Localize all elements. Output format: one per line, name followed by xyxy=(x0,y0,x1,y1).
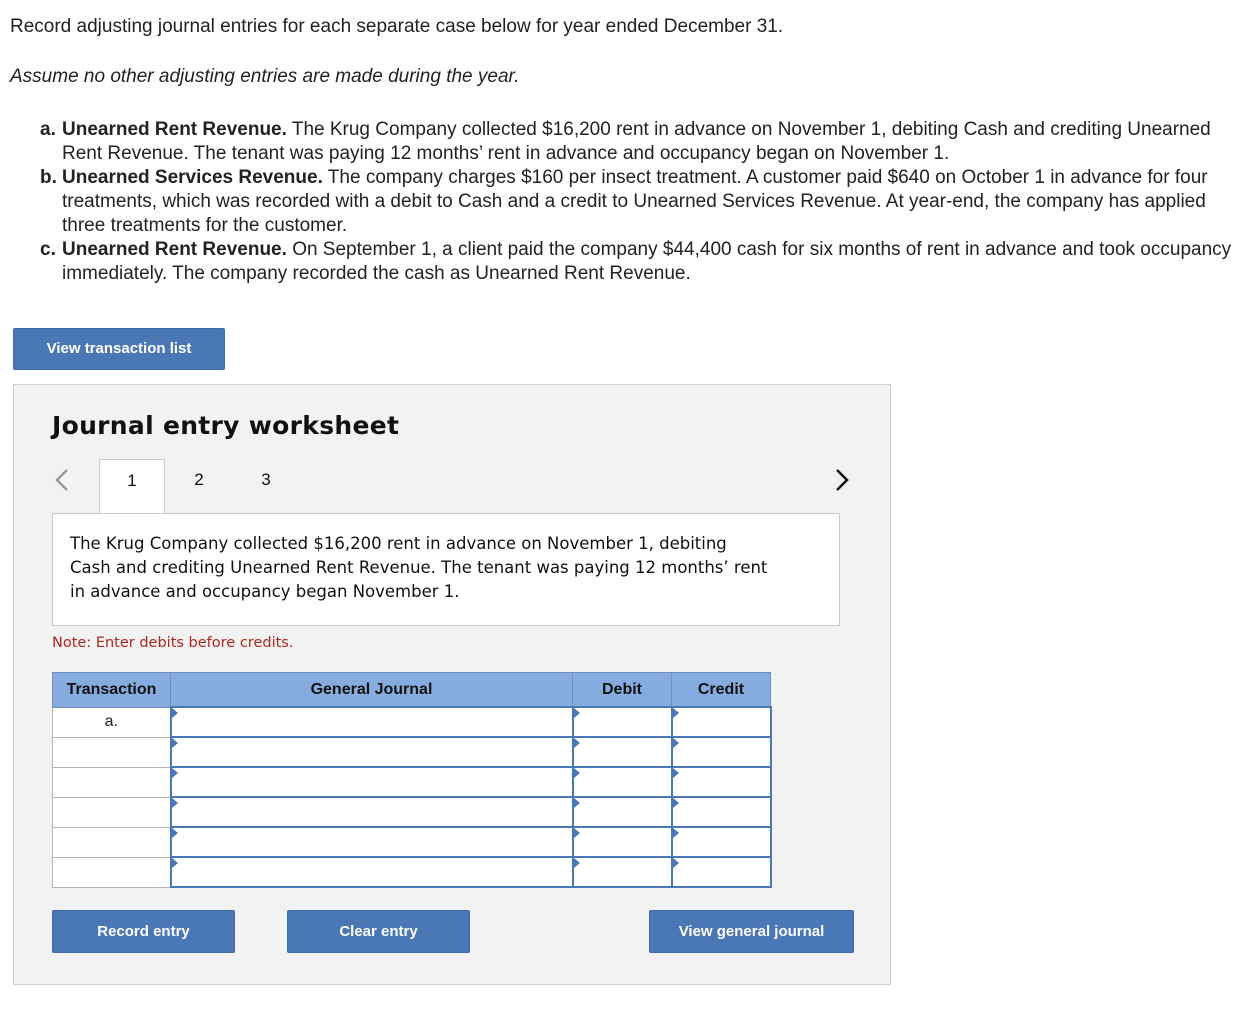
tab-1[interactable]: 1 xyxy=(99,459,165,513)
dropdown-triangle-icon xyxy=(673,738,679,748)
credit-input[interactable] xyxy=(672,707,771,737)
transaction-cell xyxy=(53,857,171,887)
worksheet-title: Journal entry worksheet xyxy=(52,411,400,440)
transaction-cell: a. xyxy=(53,707,171,737)
chevron-right-icon[interactable] xyxy=(832,465,852,495)
account-select[interactable] xyxy=(171,707,573,737)
transaction-cell xyxy=(53,737,171,767)
case-c xyxy=(40,238,1245,286)
account-select[interactable] xyxy=(171,857,573,887)
dropdown-triangle-icon xyxy=(673,798,679,808)
column-header-transaction: Transaction xyxy=(53,673,171,708)
dropdown-triangle-icon xyxy=(673,828,679,838)
dropdown-triangle-icon xyxy=(574,708,580,718)
credit-input[interactable] xyxy=(672,857,771,887)
description-text: The Krug Company collected $16,200 rent in advance on November 1, debiting Cash and crediting Unearned Rent Revenue. The tenant was paying 12 months’ rent in advance and occupancy began November 1. xyxy=(70,534,768,601)
dropdown-triangle-icon xyxy=(574,828,580,838)
case-label: a. xyxy=(40,119,56,140)
transaction-cell xyxy=(53,797,171,827)
debit-input[interactable] xyxy=(573,737,672,767)
account-select[interactable] xyxy=(171,737,573,767)
table-row xyxy=(53,857,771,887)
dropdown-triangle-icon xyxy=(574,798,580,808)
case-label: c. xyxy=(40,239,56,260)
transaction-cell xyxy=(53,827,171,857)
case-text: The Krug Company collected $16,200 rent in advance on November 1, debiting Cash and crediting Unearned Rent Revenue. The tenant was paying 12 months’ rent in advance and occupancy began on November 1. xyxy=(62,119,1211,164)
entry-note: Note: Enter debits before credits. xyxy=(52,635,294,651)
dropdown-triangle-icon xyxy=(172,768,178,778)
dropdown-triangle-icon xyxy=(172,798,178,808)
instructions: Record adjusting journal entries for each separate case below for year ended December 31. xyxy=(10,16,784,37)
credit-input[interactable] xyxy=(672,827,771,857)
column-header-general-journal: General Journal xyxy=(171,673,573,708)
case-title: Unearned Rent Revenue. xyxy=(62,239,287,260)
tab-2[interactable]: 2 xyxy=(194,470,204,489)
dropdown-triangle-icon xyxy=(574,738,580,748)
dropdown-triangle-icon xyxy=(673,768,679,778)
transaction-description xyxy=(52,513,840,626)
view-general-journal-button[interactable]: View general journal xyxy=(649,910,854,953)
credit-input[interactable] xyxy=(672,737,771,767)
table-row xyxy=(53,767,771,797)
record-entry-button[interactable]: Record entry xyxy=(52,910,235,953)
assumption-note: Assume no other adjusting entries are made during the year. xyxy=(10,66,520,87)
dropdown-triangle-icon xyxy=(172,858,178,868)
table-header-row xyxy=(53,673,771,708)
table-row xyxy=(53,827,771,857)
debit-input[interactable] xyxy=(573,707,672,737)
transaction-cell xyxy=(53,767,171,797)
journal-entry-worksheet xyxy=(13,384,891,985)
dropdown-triangle-icon xyxy=(574,858,580,868)
debit-input[interactable] xyxy=(573,857,672,887)
view-transaction-list-button[interactable]: View transaction list xyxy=(13,328,225,370)
chevron-left-icon[interactable] xyxy=(52,465,72,495)
account-select[interactable] xyxy=(171,767,573,797)
table-row xyxy=(53,737,771,767)
dropdown-triangle-icon xyxy=(172,828,178,838)
column-header-credit: Credit xyxy=(672,673,771,708)
column-header-debit: Debit xyxy=(573,673,672,708)
dropdown-triangle-icon xyxy=(574,768,580,778)
credit-input[interactable] xyxy=(672,797,771,827)
account-select[interactable] xyxy=(171,797,573,827)
case-text: On September 1, a client paid the company $44,400 cash for six months of rent in advance and took occupancy immediately. The company recorded the cash as Unearned Rent Revenue. xyxy=(62,239,1232,284)
debit-input[interactable] xyxy=(573,797,672,827)
journal-table xyxy=(52,672,772,888)
case-label: b. xyxy=(40,167,57,188)
credit-input[interactable] xyxy=(672,767,771,797)
dropdown-triangle-icon xyxy=(673,858,679,868)
dropdown-triangle-icon xyxy=(172,738,178,748)
table-row xyxy=(53,707,771,737)
case-title: Unearned Rent Revenue. xyxy=(62,119,287,140)
clear-entry-button[interactable]: Clear entry xyxy=(287,910,470,953)
case-list xyxy=(40,118,1245,286)
dropdown-triangle-icon xyxy=(172,708,178,718)
case-title: Unearned Services Revenue. xyxy=(62,167,323,188)
case-text: The company charges $160 per insect treatment. A customer paid $640 on October 1 in advance for four treatments, which was recorded with a debit to Cash and a credit to Unearned Services Revenue. At year-end, the company has applied three treatments for the customer. xyxy=(62,167,1208,236)
case-a xyxy=(40,118,1245,166)
tab-3[interactable]: 3 xyxy=(261,470,271,489)
dropdown-triangle-icon xyxy=(673,708,679,718)
debit-input[interactable] xyxy=(573,827,672,857)
account-select[interactable] xyxy=(171,827,573,857)
debit-input[interactable] xyxy=(573,767,672,797)
case-b xyxy=(40,166,1245,238)
table-row xyxy=(53,797,771,827)
